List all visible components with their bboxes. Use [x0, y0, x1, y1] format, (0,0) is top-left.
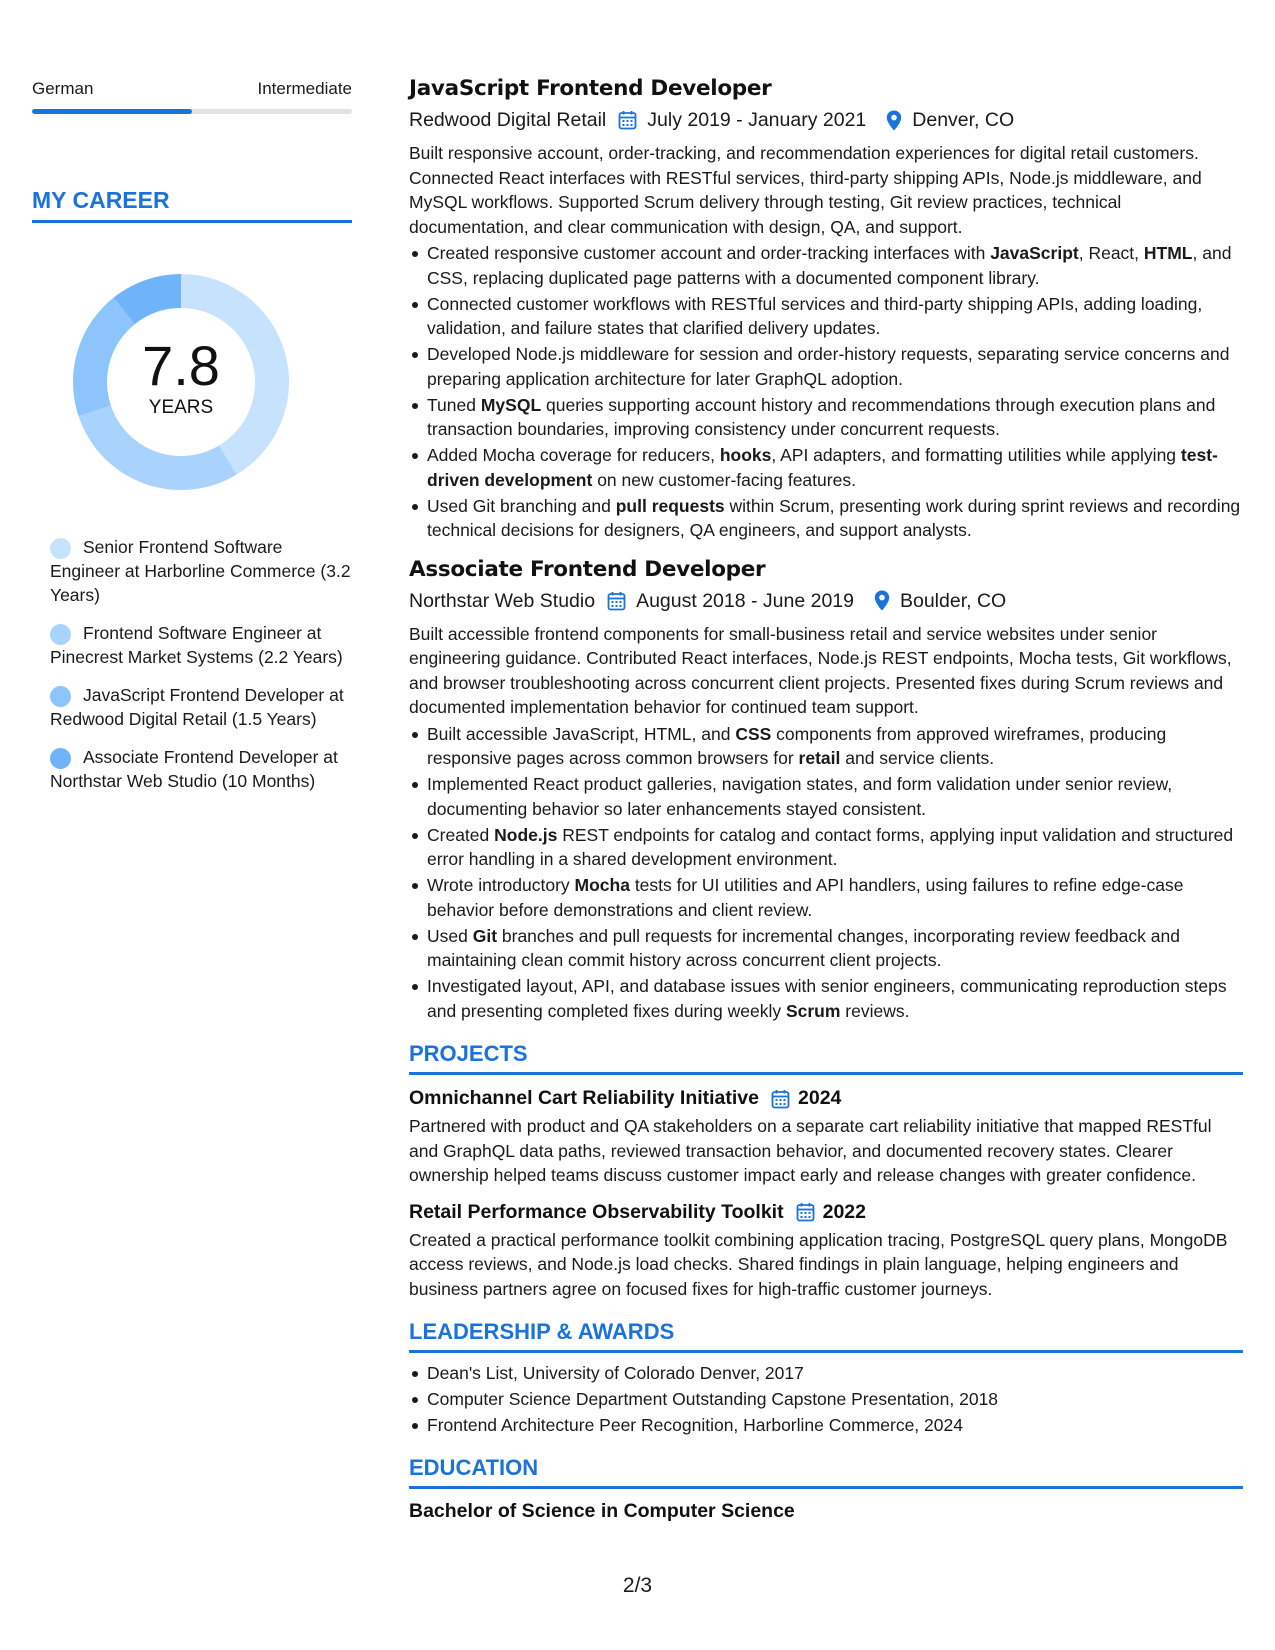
bullet-item: Implemented React product galleries, navigation states, and form validation under senior review, documenting behavior so later enhancements stayed consistent. [409, 772, 1243, 821]
awards-list [409, 1361, 1243, 1438]
education-degree: Bachelor of Science in Computer Science [409, 1499, 795, 1522]
project-entry [409, 1085, 1243, 1188]
education-heading: EDUCATION [409, 1454, 539, 1480]
project-year: 2024 [798, 1087, 842, 1109]
projects-section [409, 1040, 1243, 1301]
project-title: Retail Performance Observability Toolkit [409, 1200, 784, 1223]
career-legend-item [50, 535, 352, 607]
career-legend-item [50, 621, 352, 669]
job-location: Boulder, CO [899, 589, 1007, 612]
bullet-item: Tuned MySQL queries supporting account history and recommendations through execution plans and transaction boundaries, improving consistency under concurrent requests. [409, 393, 1243, 442]
job-entry [409, 75, 1243, 543]
calendar-icon [607, 591, 626, 611]
job-company: Redwood Digital Retail [409, 109, 607, 131]
bullet-item: Developed Node.js middleware for session and order-history requests, separating service concerns and preparing application architecture for later GraphQL adoption. [409, 342, 1243, 391]
main-content [409, 75, 1243, 1525]
career-total-value: 7.8 [142, 334, 220, 397]
project-entry [409, 1199, 1243, 1302]
bullet-item: Added Mocha coverage for reducers, hooks, API adapters, and formatting utilities while applying test-driven development on new customer-facing features. [409, 443, 1243, 492]
project-title-row [409, 1085, 1243, 1112]
bullet-item: Wrote introductory Mocha tests for UI utilities and API handlers, using failures to refine edge-case behavior before demonstrations and client review. [409, 873, 1243, 922]
awards-section [409, 1318, 1243, 1438]
project-year: 2022 [822, 1200, 866, 1223]
career-heading: MY CAREER [32, 187, 170, 213]
job-bullets [409, 241, 1243, 543]
map-pin-icon [886, 110, 902, 131]
bullet-item: Connected customer workflows with RESTful services and third-party shipping APIs, adding loading, validation, and failure states that clarified delivery updates. [409, 292, 1243, 341]
career-total-unit: YEARS [148, 397, 214, 418]
award-item: Dean's List, University of Colorado Denver, 2017 [409, 1361, 1243, 1386]
job-meta [409, 587, 1243, 615]
calendar-icon [796, 1202, 815, 1222]
job-summary: Built accessible frontend components for small-business retail and service websites under senior engineering guidance. Contributed React interfaces, Node.js REST endpoints, Mocha tests, Git workflows, and browser troubleshooting across concurrent client projects. Presented fixes during Scrum reviews and documented implementation behavior for continued team support. [409, 623, 1232, 717]
legend-dot [50, 686, 71, 707]
legend-dot [50, 538, 71, 559]
job-meta [409, 106, 1243, 134]
award-item: Frontend Architecture Peer Recognition, Harborline Commerce, 2024 [409, 1413, 1243, 1438]
awards-heading-rule [409, 1350, 1243, 1353]
language-proficiency-fill [32, 109, 192, 114]
donut-center [66, 267, 296, 497]
bullet-item: Built accessible JavaScript, HTML, and CSS components from approved wireframes, producing responsive pages across common browsers for retail and service clients. [409, 722, 1243, 771]
bullet-item: Used Git branching and pull requests within Scrum, presenting work during sprint reviews and recording technical decisions for designers, QA engineers, and support analysts. [409, 494, 1243, 543]
job-location: Denver, CO [912, 109, 1015, 131]
career-donut-chart [66, 267, 296, 497]
legend-label: Associate Frontend Developer at Northstar Web Studio (10 Months) [50, 747, 338, 791]
bullet-item: Created Node.js REST endpoints for catalog and contact forms, applying input validation and structured error handling in a shared development environment. [409, 823, 1243, 872]
calendar-icon [618, 110, 637, 130]
job-dates: July 2019 - January 2021 [647, 109, 867, 131]
legend-dot [50, 624, 71, 645]
sidebar [32, 78, 352, 807]
bullet-item: Created responsive customer account and order-tracking interfaces with JavaScript, React, HTML, and CSS, replacing duplicated page patterns with a documented component library. [409, 241, 1243, 290]
project-description: Created a practical performance toolkit combining application tracing, PostgreSQL query plans, MongoDB access reviews, and Node.js load checks. Shared findings in plain language, helping engineers and business partners agree on focused fixes for high-traffic customer journeys. [409, 1229, 1228, 1299]
award-item: Computer Science Department Outstanding Capstone Presentation, 2018 [409, 1387, 1243, 1412]
projects-heading: PROJECTS [409, 1041, 528, 1066]
education-heading-rule [409, 1486, 1243, 1489]
language-row [32, 78, 352, 100]
education-section [409, 1454, 1243, 1525]
bullet-item: Used Git branches and pull requests for incremental changes, incorporating review feedback and maintaining clean commit history across concurrent client projects. [409, 924, 1243, 973]
legend-dot [50, 748, 71, 769]
project-title: Omnichannel Cart Reliability Initiative [409, 1087, 760, 1109]
language-name: German [32, 79, 94, 98]
job-title: JavaScript Frontend Developer [409, 76, 772, 101]
career-heading-rule [32, 220, 352, 223]
legend-label: JavaScript Frontend Developer at Redwood Digital Retail (1.5 Years) [50, 685, 344, 729]
language-level: Intermediate [257, 79, 352, 98]
calendar-icon [771, 1089, 790, 1109]
job-dates: August 2018 - June 2019 [636, 589, 854, 612]
language-proficiency-bar [32, 109, 352, 114]
job-entry [409, 556, 1243, 1024]
career-legend-item [50, 683, 352, 731]
job-company: Northstar Web Studio [409, 589, 596, 612]
project-title-row [409, 1199, 1243, 1226]
awards-heading: LEADERSHIP & AWARDS [409, 1319, 675, 1344]
legend-label: Frontend Software Engineer at Pinecrest Market Systems (2.2 Years) [50, 623, 343, 667]
legend-label: Senior Frontend Software Engineer at Harborline Commerce (3.2 Years) [50, 537, 351, 605]
job-summary: Built responsive account, order-tracking, and recommendation experiences for digital retail customers. Connected React interfaces with RESTful services, third-party shipping APIs, Node.js middleware, and MySQL workflows. Supported Scrum delivery through testing, Git review practices, technical documentation, and clear communication with design, QA, and support. [409, 143, 1202, 237]
projects-heading-rule [409, 1072, 1243, 1075]
career-legend-item [50, 745, 352, 793]
job-title: Associate Frontend Developer [409, 556, 766, 582]
page-number: 2/3 [622, 1574, 653, 1597]
map-pin-icon [874, 590, 890, 611]
job-bullets [409, 722, 1243, 1024]
bullet-item: Investigated layout, API, and database issues with senior engineers, communicating reproduction steps and presenting completed fixes during weekly Scrum reviews. [409, 974, 1243, 1023]
career-legend [32, 535, 352, 793]
project-description: Partnered with product and QA stakeholders on a separate cart reliability initiative that mapped RESTful and GraphQL data paths, reviewed transaction behavior, and documented recovery states. Clearer ownership helped teams discuss customer impact early and release changes with greater confidence. [409, 1116, 1212, 1185]
